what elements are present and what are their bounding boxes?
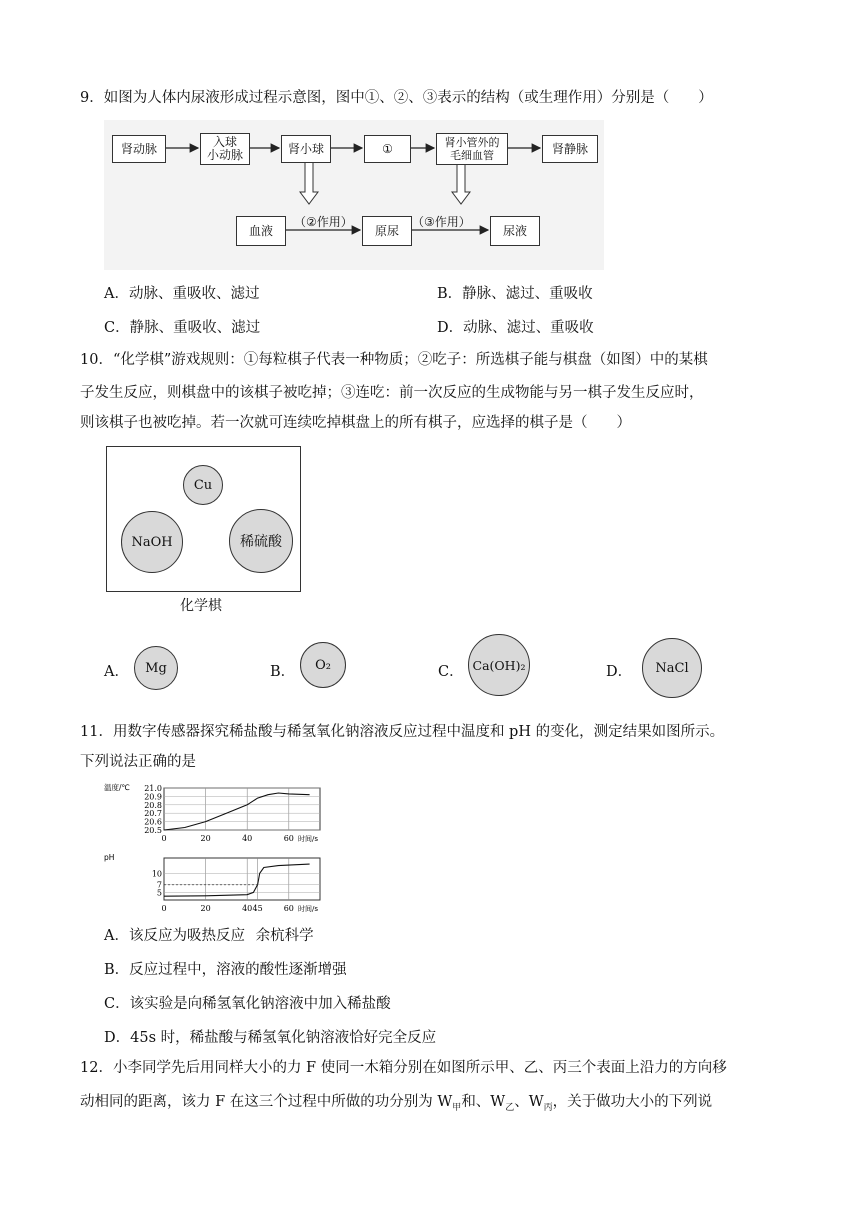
- q10-line2: 子发生反应，则棋盘中的该棋子被吃掉；③连吃：前一次反应的生成物能与另一棋子发生反应时，: [80, 385, 704, 401]
- q10-option-b-letter: B．: [270, 664, 296, 680]
- temp-chart-xtick-2: 40: [242, 834, 253, 843]
- ph-chart-ytick-1: 7: [156, 880, 162, 890]
- q9-option-d[interactable]: D．动脉、滤过、重吸收: [437, 320, 594, 336]
- box-renal-artery: 肾动脉: [112, 135, 166, 163]
- box-blood: 血液: [236, 216, 286, 246]
- temp-chart-ytick-0: 21.0: [144, 784, 162, 793]
- q11-option-a-text: A．该反应为吸热反应: [104, 928, 245, 944]
- ph-chart-ytick-2: 5: [156, 888, 162, 898]
- q10-option-d-piece[interactable]: NaCl: [642, 638, 702, 698]
- temp-chart-xtick-3: 60: [283, 834, 294, 843]
- ph-chart-xlabel: 时间/s: [297, 905, 318, 913]
- temp-chart-xlabel: 时间/s: [297, 835, 318, 843]
- board-piece-naoh: NaOH: [121, 511, 183, 573]
- q12-line2-part-d: ，关于做功大小的下列说: [552, 1094, 713, 1110]
- label-action-2: （②作用）: [294, 215, 353, 229]
- box-renal-vein: 肾静脉: [542, 135, 598, 163]
- box-afferent-arteriole: 入球 小动脉: [200, 133, 250, 165]
- temp-chart-ytick-3: 20.7: [144, 809, 162, 819]
- temp-chart-xtick-0: 0: [161, 834, 167, 843]
- diagram-arrows: [104, 120, 604, 270]
- q10-option-c-letter: C．: [438, 664, 464, 680]
- ph-chart-xtick-0: 0: [161, 904, 167, 913]
- box-peritubular-capillary: 肾小管外的 毛细血管: [436, 133, 508, 165]
- q12-sub-jia: 甲: [452, 1102, 462, 1113]
- q12-sub-bing: 丙: [543, 1102, 553, 1113]
- q9-option-a[interactable]: A．动脉、重吸收、滤过: [104, 286, 260, 302]
- box-glomerulus: 肾小球: [281, 135, 331, 163]
- q11-line2: 下列说法正确的是: [80, 754, 196, 770]
- q11-line1: 11．用数字传感器探究稀盐酸与稀氢氧化钠溶液反应过程中温度和 pH 的变化，测定结果如图所示。: [80, 724, 725, 740]
- label-action-3: （③作用）: [412, 215, 471, 229]
- temp-chart-ytick-4: 20.6: [144, 817, 162, 827]
- q9-option-b[interactable]: B．静脉、滤过、重吸收: [437, 286, 593, 302]
- ph-chart-ytick-0: 10: [151, 869, 162, 879]
- q12-line2-part-b: 和、W: [461, 1094, 506, 1110]
- temp-chart-ytick-2: 20.8: [144, 800, 162, 810]
- q12-line2: [80, 1092, 712, 1118]
- q10-line1: 10．“化学棋”游戏规则：①每粒棋子代表一种物质；②吃子：所选棋子能与棋盘（如图）中的某棋: [80, 352, 708, 368]
- temp-chart-series-line: [164, 793, 310, 830]
- box-primary-urine: 原尿: [362, 216, 412, 246]
- q10-option-d-letter: D．: [606, 664, 633, 680]
- chess-board: [106, 446, 301, 592]
- q10-option-c-piece[interactable]: Ca(OH)₂: [468, 634, 530, 696]
- q12-line1: 12．小李同学先后用同样大小的力 F 使同一木箱分别在如图所示甲、乙、丙三个表面上沿力的方向移: [80, 1060, 727, 1076]
- urine-formation-diagram: [104, 120, 604, 270]
- temperature-chart: [98, 782, 334, 848]
- q12-line2-part-c: 、W: [514, 1094, 544, 1110]
- q11-option-d[interactable]: D．45s 时，稀盐酸与稀氢氧化钠溶液恰好完全反应: [104, 1030, 437, 1046]
- q12-sub-yi: 乙: [505, 1102, 515, 1113]
- ph-chart: [98, 852, 334, 918]
- box-blank-1: ①: [364, 135, 411, 163]
- q10-line3: 则该棋子也被吃掉。若一次就可连续吃掉棋盘上的所有棋子，应选择的棋子是（ ）: [80, 415, 631, 431]
- board-caption: 化学棋: [180, 598, 222, 614]
- ph-chart-xtick-2: 40: [242, 904, 253, 913]
- ph-chart-ylabel: pH: [104, 853, 115, 862]
- q10-option-b-piece[interactable]: O₂: [300, 642, 346, 688]
- q11-option-b[interactable]: B．反应过程中，溶液的酸性逐渐增强: [104, 962, 347, 978]
- ph-chart-series-line: [164, 864, 310, 896]
- q9-option-c[interactable]: C．静脉、重吸收、滤过: [104, 320, 261, 336]
- ph-chart-xtick-4: 60: [283, 904, 294, 913]
- temp-chart-ytick-5: 20.5: [144, 826, 162, 835]
- ph-chart-xtick-1: 20: [200, 904, 211, 913]
- board-piece-dilute-sulfuric-acid: 稀硫酸: [229, 509, 293, 573]
- q12-line2-part-a: 动相同的距离，该力 F 在这三个过程中所做的功分别为 W: [80, 1094, 453, 1110]
- box-urine: 尿液: [490, 216, 540, 246]
- temp-chart-xtick-1: 20: [200, 834, 211, 843]
- q11-option-c[interactable]: C．该实验是向稀氢氧化钠溶液中加入稀盐酸: [104, 996, 391, 1012]
- q11-option-a-note: 余杭科学: [255, 928, 314, 944]
- temp-chart-ylabel: 温度/℃: [104, 783, 130, 792]
- q11-option-a[interactable]: [104, 924, 314, 945]
- board-piece-cu: Cu: [183, 465, 223, 505]
- q9-stem: 9．如图为人体内尿液形成过程示意图，图中①、②、③表示的结构（或生理作用）分别是（ ）: [80, 90, 713, 106]
- q10-option-a-piece[interactable]: Mg: [134, 646, 178, 690]
- q10-option-a-letter: A．: [104, 664, 129, 680]
- ph-chart-xtick-3: 45: [252, 904, 263, 913]
- temp-chart-ytick-1: 20.9: [144, 792, 162, 802]
